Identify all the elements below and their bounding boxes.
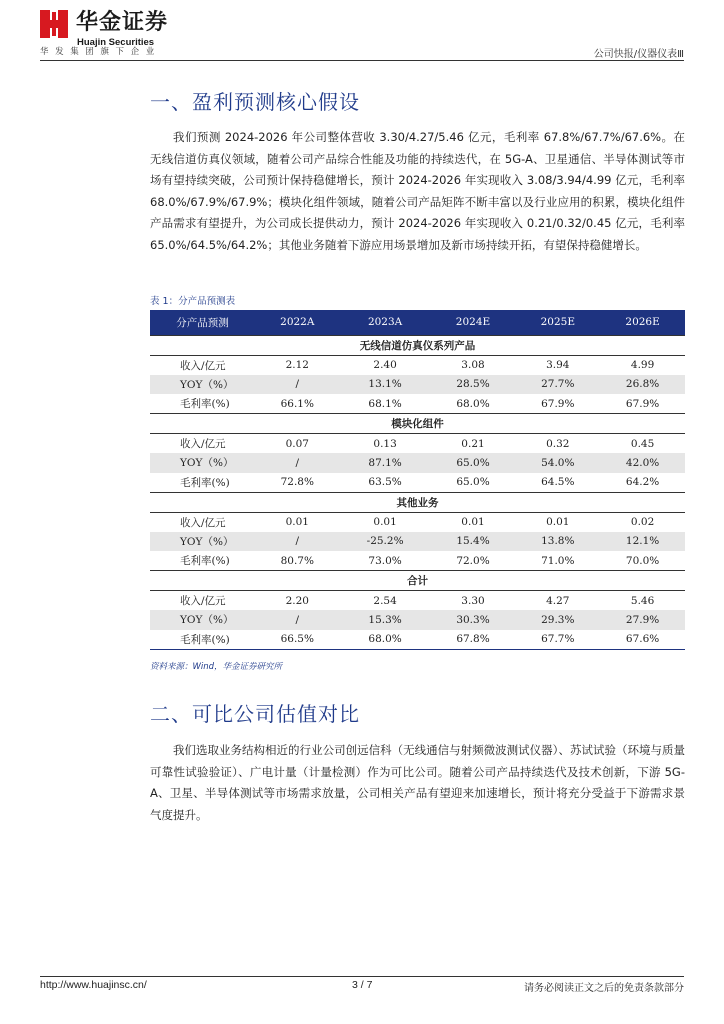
- section-heading: 无线信道仿真仪系列产品: [150, 335, 685, 355]
- table-cell: 66.5%: [255, 630, 340, 650]
- table-row: [150, 434, 685, 454]
- table-header-row: [150, 310, 685, 335]
- row-label: 收入/亿元: [180, 359, 226, 372]
- table-cell: 87.1%: [340, 453, 431, 473]
- table-cell: 26.8%: [600, 375, 685, 395]
- table-cell: 13.8%: [515, 532, 600, 552]
- table-body: [150, 335, 685, 649]
- brand-name-cn: 华金证券: [76, 10, 169, 35]
- table-cell: 0.01: [373, 516, 397, 528]
- page-number: 3 / 7: [352, 979, 373, 991]
- table-row: [150, 512, 685, 532]
- column-header: 2023A: [367, 316, 403, 329]
- row-label: YOY（%）: [150, 532, 255, 552]
- table-cell: 3.94: [546, 359, 570, 371]
- table-cell: 30.3%: [431, 610, 516, 630]
- row-label: 收入/亿元: [180, 516, 226, 529]
- report-type: 公司快报/仪器仪表Ⅲ: [593, 49, 684, 60]
- table-cell: 2.54: [373, 594, 397, 607]
- section1-paragraph: 我们预测 2024-2026 年公司整体营收 3.30/4.27/5.46 亿元，毛利率 67.8%/67.7%/67.6%。在无线信道仿真仪领域，随着公司产品综合性能及功能的持续迭代，在 5G-A、卫星通信、半导体测试等市场有望持续突破，公司预计保持稳健增长，预计 2024-2026 年实现收入 3.08/3.94/4.99 亿元，毛利率 68.0%/67.9%/67.9%；模块化组件领域，随着公司产品矩阵不断丰富以及行业应用的积累，模块化组件产品需求有望提升，为公司成长提供动力，预计 2024-2026 年实现收入 0.21/0.32/0.45 亿元，毛利率 65.0%/64.5%/64.2%；其他业务随着下游应用场景增加及新市场持续开拓，有望保持稳健增长。: [150, 130, 685, 252]
- table-cell: 64.2%: [625, 476, 660, 488]
- table-cell: 73.0%: [368, 554, 402, 567]
- table-cell: 3.30: [461, 594, 485, 607]
- table-cell: 67.7%: [515, 630, 600, 650]
- table-cell: 4.99: [630, 359, 655, 371]
- table-row: [150, 610, 685, 630]
- table-cell: 2.40: [373, 359, 397, 371]
- table-cell: 67.9%: [541, 397, 575, 410]
- table-cell: 29.3%: [515, 610, 600, 630]
- row-label: 毛利率(%): [180, 398, 230, 410]
- table-cell: 65.0%: [456, 476, 490, 488]
- column-header: 2026E: [625, 316, 660, 329]
- column-header: 分产品预测: [176, 316, 229, 329]
- table-cell: 54.0%: [515, 453, 600, 473]
- table-cell: 5.46: [630, 594, 655, 607]
- table-row: [150, 532, 685, 552]
- table-cell: /: [255, 375, 340, 395]
- table-cell: 13.1%: [340, 375, 431, 395]
- table-row: [150, 473, 685, 493]
- table-cell: 2.20: [285, 594, 309, 607]
- table-section-row: [150, 414, 685, 434]
- column-header: 2024E: [455, 316, 491, 329]
- table-cell: 70.0%: [625, 554, 660, 567]
- row-label: YOY（%）: [150, 610, 255, 630]
- table-cell: /: [255, 532, 340, 552]
- table-cell: 67.8%: [431, 630, 516, 650]
- table-cell: 66.1%: [280, 397, 314, 410]
- table-cell: 0.01: [461, 516, 485, 528]
- table-cell: 0.02: [630, 516, 655, 528]
- row-label: 毛利率(%): [180, 555, 230, 567]
- table-cell: 0.01: [285, 516, 309, 528]
- section-heading: 模块化组件: [150, 414, 685, 434]
- footer-disclaimer: 请务必阅读正文之后的免责条款部分: [524, 983, 684, 994]
- table-cell: 15.3%: [340, 610, 431, 630]
- table-cell: 72.8%: [280, 476, 314, 488]
- row-label: 收入/亿元: [180, 438, 226, 450]
- table-cell: 27.9%: [600, 610, 685, 630]
- table-cell: 27.7%: [515, 375, 600, 395]
- table-row: [150, 375, 685, 395]
- table-section-row: [150, 571, 685, 591]
- table-cell: 71.0%: [541, 554, 575, 567]
- table-cell: 3.08: [461, 359, 485, 371]
- table-cell: 0.07: [285, 437, 309, 450]
- table-cell: 0.45: [630, 437, 655, 450]
- brand-name-en: Huajin Securities: [77, 37, 155, 48]
- column-header: 2022A: [280, 316, 315, 329]
- section2-title: 二、可比公司估值对比: [150, 702, 360, 726]
- header-divider: [40, 60, 684, 61]
- huajin-logo-icon: [40, 10, 68, 38]
- table-cell: -25.2%: [340, 532, 431, 552]
- brand-slogan: 华发集团旗下企业: [40, 47, 161, 57]
- table-cell: 12.1%: [600, 532, 685, 552]
- row-label: 毛利率(%): [180, 476, 230, 489]
- section1-title: 一、盈利预测核心假设: [150, 90, 360, 114]
- table-cell: 0.32: [546, 437, 570, 450]
- table-cell: 64.5%: [541, 476, 575, 488]
- table-cell: /: [255, 453, 340, 473]
- table-cell: 80.7%: [280, 554, 314, 567]
- table-cell: 68.1%: [368, 397, 402, 410]
- row-label: 毛利率(%): [150, 630, 255, 650]
- table-cell: 63.5%: [368, 476, 402, 488]
- table-cell: 68.0%: [456, 397, 490, 410]
- table-row: [150, 453, 685, 473]
- table-cell: 15.4%: [431, 532, 516, 552]
- table-cell: /: [255, 610, 340, 630]
- table-cell: 67.6%: [600, 630, 685, 650]
- row-label: YOY（%）: [150, 453, 255, 473]
- table-row: [150, 591, 685, 611]
- table-cell: 68.0%: [340, 630, 431, 650]
- footer-website-link[interactable]: http://www.huajinsc.cn/: [40, 979, 147, 991]
- table-caption: 表 1：分产品预测表: [150, 296, 236, 307]
- table-cell: 65.0%: [431, 453, 516, 473]
- row-label: YOY（%）: [150, 375, 255, 395]
- table-row: [150, 355, 685, 375]
- table-cell: 4.27: [546, 594, 570, 607]
- table-cell: 2.12: [285, 359, 309, 371]
- row-label: 收入/亿元: [180, 595, 226, 607]
- table-section-row: [150, 335, 685, 355]
- section-heading: 合计: [150, 571, 685, 591]
- table-cell: 0.13: [373, 437, 397, 450]
- section-heading: 其他业务: [150, 492, 685, 512]
- table-source: 资料来源：Wind，华金证券研究所: [150, 662, 283, 672]
- table-row: [150, 394, 685, 414]
- table-row: [150, 551, 685, 571]
- forecast-table: [150, 310, 685, 650]
- table-cell: 0.21: [461, 437, 485, 450]
- table-section-row: [150, 492, 685, 512]
- section2-paragraph: 我们选取业务结构相近的行业公司创远信科（无线通信与射频微波测试仪器）、苏试试验（环境与质量可靠性试验验证）、广电计量（计量检测）作为可比公司。随着公司产品持续迭代及技术创新，下游 5G-A、卫星、半导体测试等市场需求放量，公司相关产品有望迎来加速增长，预计将充分受益于下游需求景气度提升。: [150, 743, 685, 822]
- table-cell: 67.9%: [625, 397, 660, 410]
- footer-divider: [40, 976, 684, 977]
- table-cell: 0.01: [546, 516, 570, 528]
- table-cell: 28.5%: [431, 375, 516, 395]
- column-header: 2025E: [540, 316, 575, 329]
- table-cell: 42.0%: [600, 453, 685, 473]
- table-cell: 72.0%: [456, 554, 490, 567]
- table-row: [150, 630, 685, 650]
